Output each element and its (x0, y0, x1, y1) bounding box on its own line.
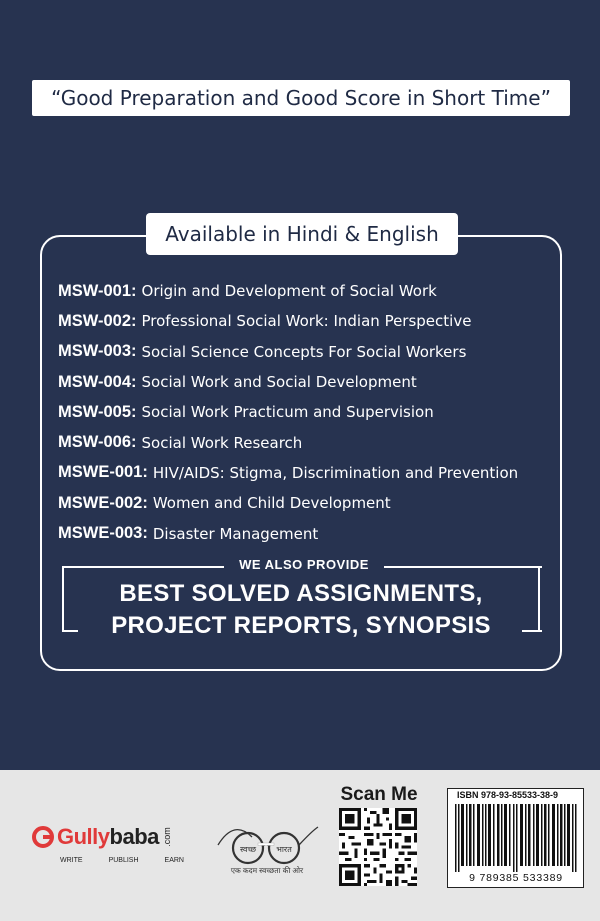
course-item (58, 397, 558, 427)
gullybaba-logo (32, 824, 176, 850)
course-title: Social Work and Social Development (141, 373, 417, 392)
gullybaba-mark-icon (32, 826, 54, 848)
course-code: MSW-001: (58, 281, 137, 300)
course-code: MSW-006: (58, 433, 137, 452)
course-code: MSWE-003: (58, 524, 148, 543)
course-title: Origin and Development of Social Work (141, 282, 437, 301)
course-title: Professional Social Work: Indian Perspective (141, 312, 472, 331)
course-item (58, 427, 558, 457)
logo-suffix: baba (109, 824, 159, 849)
course-code: MSW-003: (58, 342, 137, 361)
barcode-digits: 9 789385 533389 (469, 872, 563, 884)
scan-me-label: Scan Me (340, 784, 418, 805)
course-code: MSWE-002: (58, 493, 148, 512)
course-code: MSWE-001: (58, 463, 148, 482)
course-code: MSW-004: (58, 372, 137, 391)
logo-tagline (60, 857, 184, 864)
course-title: Social Work Research (141, 433, 303, 452)
course-item (58, 276, 558, 306)
provide-frame-top-right (384, 566, 542, 568)
course-item (58, 458, 558, 488)
course-item (58, 337, 558, 367)
logo-domain: .com (161, 827, 172, 847)
course-item (58, 306, 558, 336)
tagline-banner (32, 80, 570, 116)
provide-frame-top-left (62, 566, 224, 568)
course-code: MSW-002: (58, 311, 137, 330)
tag-earn: EARN (164, 857, 184, 864)
qr-code-icon (339, 808, 417, 886)
isbn-label: ISBN 978-93-85533-38-9 (457, 790, 559, 800)
logo-prefix: Gully (57, 824, 110, 849)
availability-badge (146, 213, 458, 255)
course-title: Disaster Management (152, 524, 319, 543)
tag-publish: PUBLISH (108, 857, 139, 864)
course-item (58, 518, 558, 548)
logo-wordmark (57, 824, 159, 850)
course-title: Women and Child Development (152, 494, 391, 513)
swachh-caption: एक कदम स्वच्छता की ओर (230, 866, 304, 875)
course-title: Social Science Concepts For Social Workers (141, 342, 467, 361)
course-item (58, 367, 558, 397)
provide-label: WE ALSO PROVIDE (239, 557, 369, 572)
course-list (58, 276, 558, 549)
provide-line-1: BEST SOLVED ASSIGNMENTS, (119, 580, 483, 607)
swachh-bharat-glasses-icon (212, 815, 322, 865)
tag-write: WRITE (60, 857, 83, 864)
course-item (58, 488, 558, 518)
course-title: HIV/AIDS: Stigma, Discrimination and Prevention (152, 463, 519, 482)
course-code: MSW-005: (58, 402, 137, 421)
tagline-text: “Good Preparation and Good Score in Short Time” (51, 86, 551, 110)
swachh-word-left: स्वच्छ (239, 845, 257, 854)
availability-text: Available in Hindi & English (165, 222, 439, 246)
course-title: Social Work Practicum and Supervision (141, 403, 434, 422)
swachh-word-right: भारत (276, 845, 292, 854)
barcode-icon (453, 804, 579, 872)
provide-line-2: PROJECT REPORTS, SYNOPSIS (111, 612, 491, 639)
